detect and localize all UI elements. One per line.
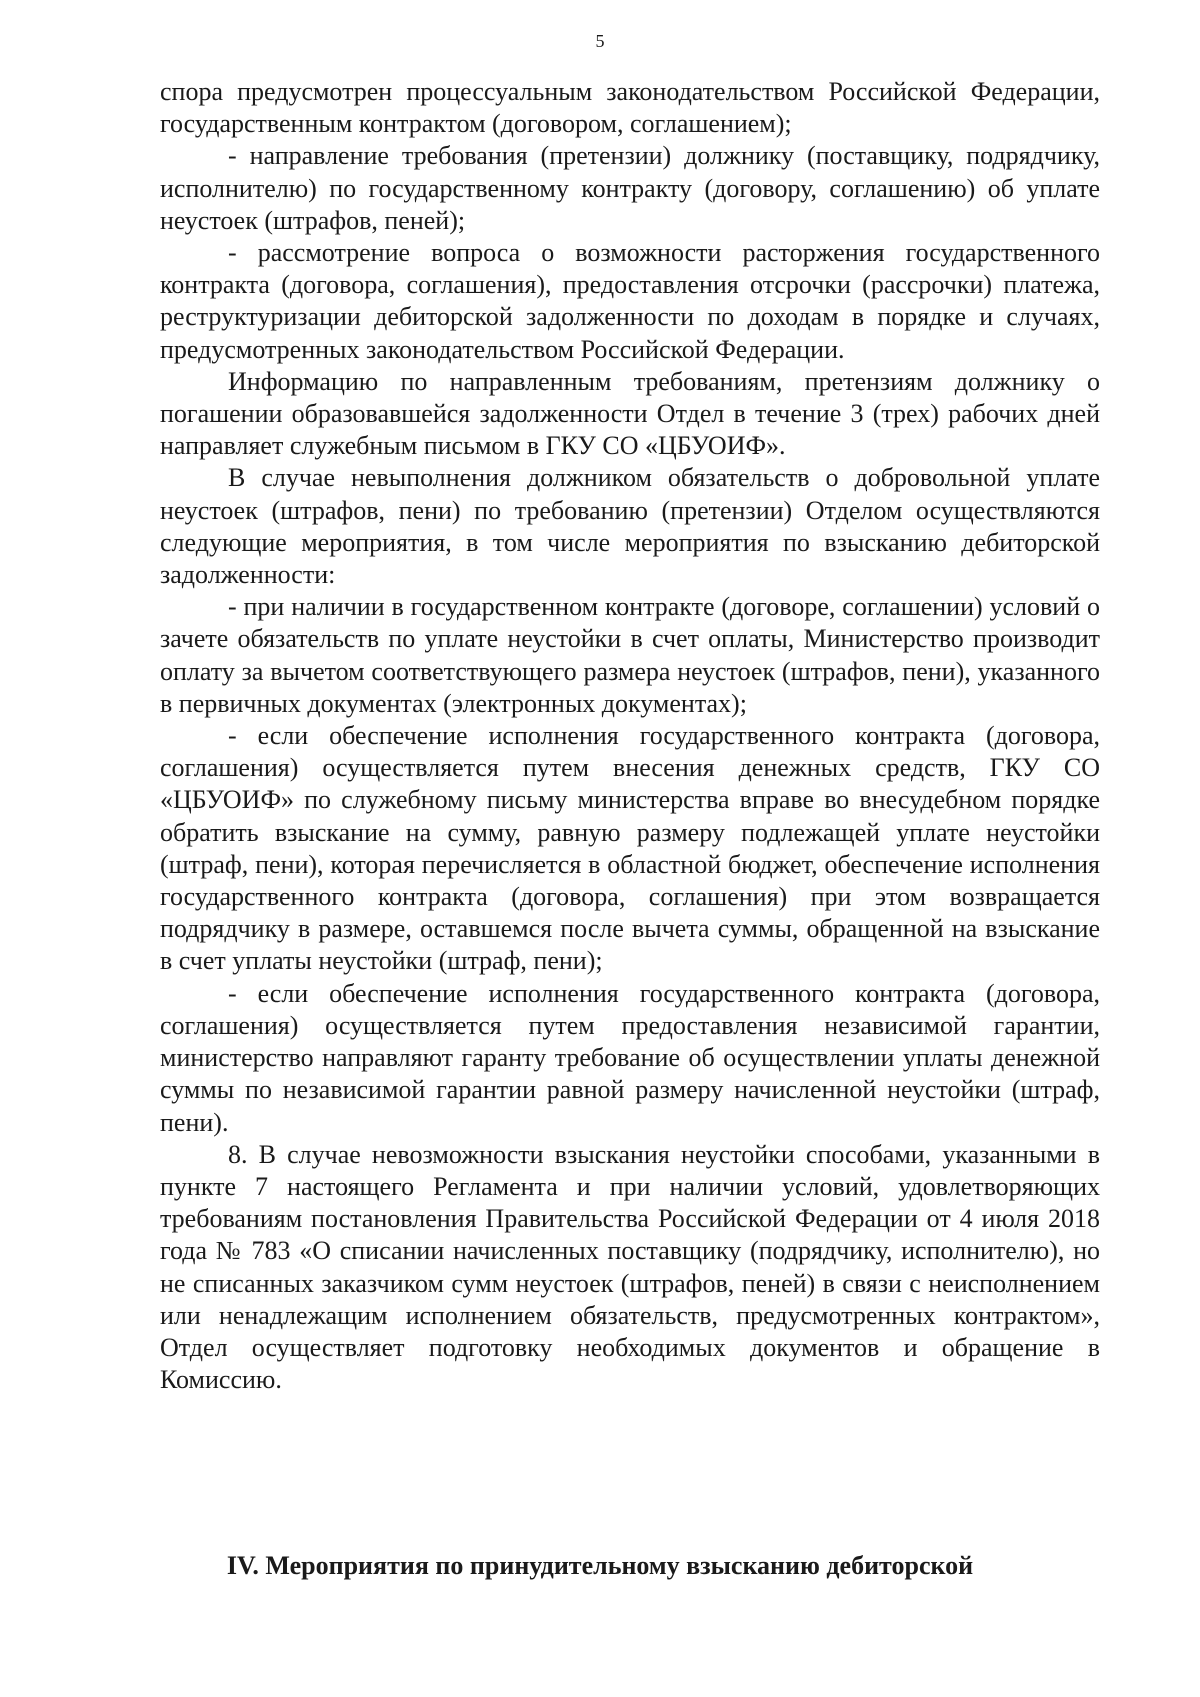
paragraph-offset-payment: - при наличии в государственном контракте (договоре, соглашении) условий о зачете обязательств по уплате неустойки в счет оплаты, Министерство производит оплату за вычетом соответствующего размера неустоек (штрафов, пени), указанного в первичных документах (электронных документах); [160, 592, 1100, 718]
paragraph-claims-information: Информацию по направленным требованиям, претензиям должнику о погашении образовавшейся задолженности Отдел в течение 3 (трех) рабочих дней направляет служебным письмом в ГКУ СО «ЦБУОИФ». [160, 366, 1100, 461]
paragraph-non-fulfillment-measures: В случае невыполнения должником обязательств о добровольной уплате неустоек (штрафов, пени) по требованию (претензии) Отделом осуществляются следующие мероприятия, в том числе мероприятия по взысканию дебиторской задолженности: [160, 463, 1100, 590]
section-heading: IV. Мероприятия по принудительному взысканию дебиторской [226, 1551, 974, 1580]
paragraph-item-8: 8. В случае невозможности взыскания неустойки способами, указанными в пункте 7 настоящего Регламента и при наличии условий, удовлетворяющих требованиям постановления Правительства Российской Федерации от 4 июля 2018 года № 783 «О списании начисленных поставщику (подрядчику, исполнителю), но не списанных заказчиком сумм неустоек (штрафов, пеней) в связи с неисполнением или ненадлежащим исполнением обязательств, предусмотренных контрактом», Отдел осуществляет подготовку необходимых документов и обращение в Комиссию. [160, 1139, 1100, 1395]
paragraph-claim-to-debtor: - направление требования (претензии) должнику (поставщику, подрядчику, исполнителю) по государственному контракту (договору, соглашению) об уплате неустоек (штрафов, пеней); [160, 141, 1100, 235]
paragraph-independent-guarantee: - если обеспечение исполнения государственного контракта (договора, соглашения) осуществляется путем предоставления независимой гарантии, министерство направляют гаранту требование об осуществлении уплаты денежной суммы по независимой гарантии равной размеру начисленной неустойки (штраф, пени). [160, 978, 1100, 1137]
paragraph-contract-termination: - рассмотрение вопроса о возможности расторжения государственного контракта (договора, соглашения), предоставления отсрочки (рассрочки) платежа, реструктуризации дебиторской задолженности по доходам в порядке и случаях, предусмотренных законодательством Российской Федерации. [160, 238, 1100, 364]
document-body [160, 76, 1100, 1396]
page-number: 5 [595, 31, 605, 51]
paragraph-dispute-continuation: спора предусмотрен процессуальным законодательством Российской Федерации, государственным контрактом (договором, соглашением); [160, 77, 1100, 139]
paragraph-cash-security: - если обеспечение исполнения государственного контракта (договора, соглашения) осуществляется путем внесения денежных средств, ГКУ СО «ЦБУОИФ» по служебному письму министерства вправе во внесудебном порядке обратить взыскание на сумму, равную размеру подлежащей уплате неустойки (штраф, пени), которая перечисляется в областной бюджет, обеспечение исполнения государственного контракта (договора, соглашения) при этом возвращается подрядчику в размере, оставшемся после вычета суммы, обращенной на взыскание в счет уплаты неустойки (штраф, пени); [160, 721, 1100, 976]
